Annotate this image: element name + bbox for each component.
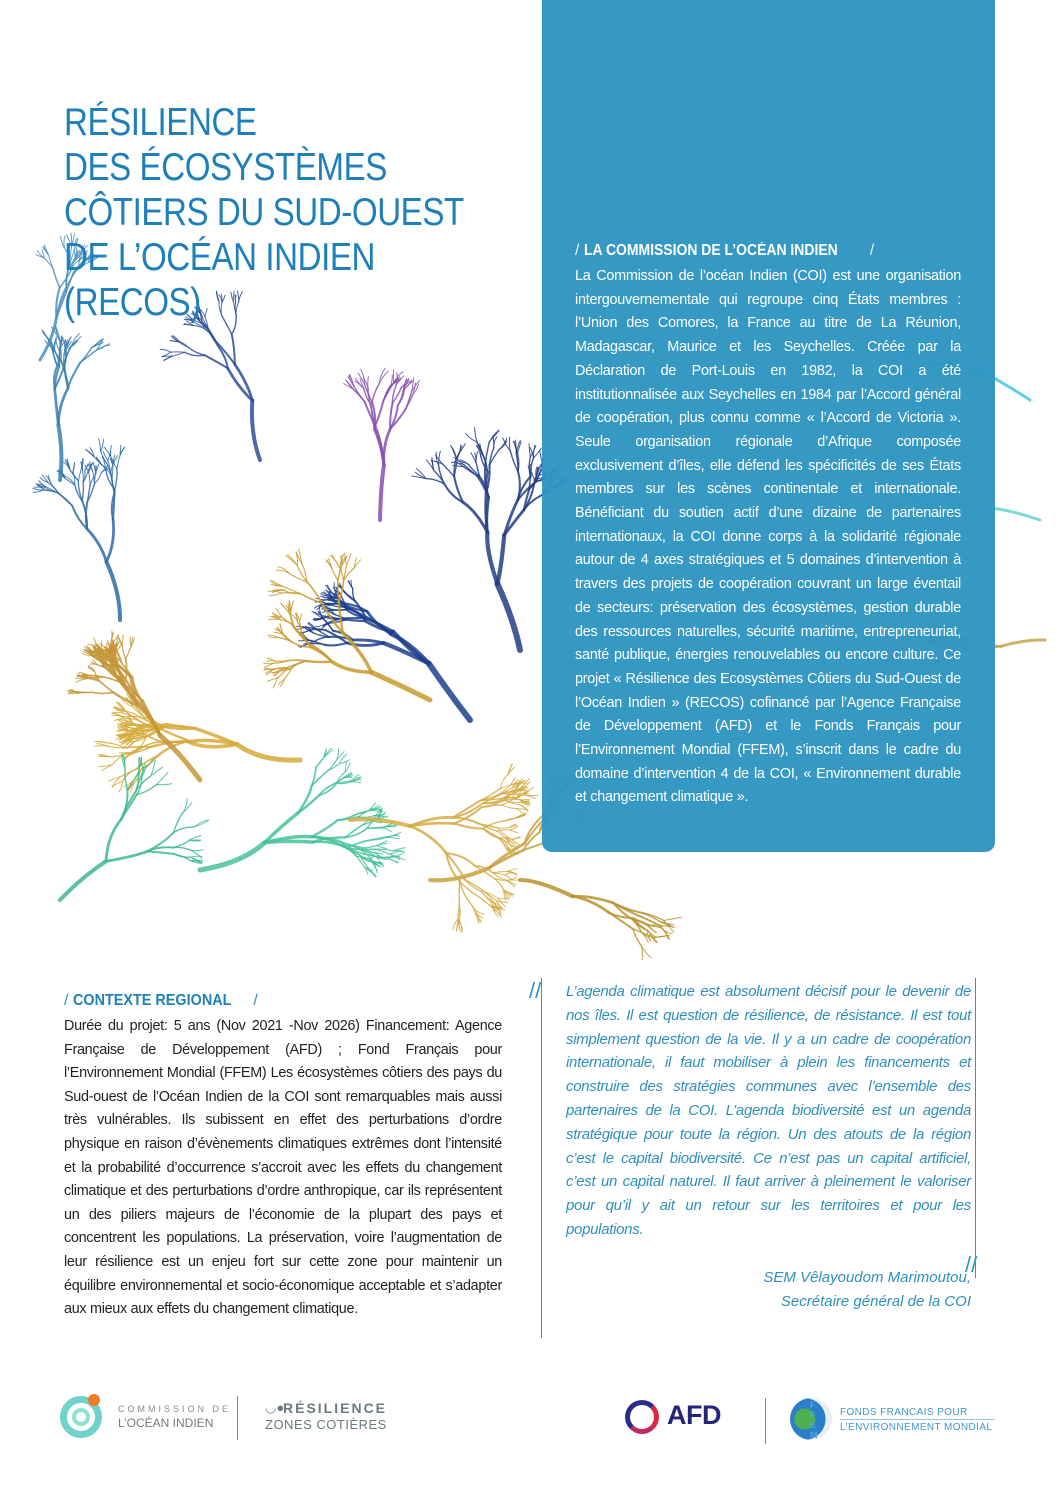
coral-branch — [110, 446, 111, 456]
coral-branch — [410, 826, 447, 853]
coral-branch — [300, 614, 302, 621]
quote-block — [529, 978, 978, 1338]
resilience-logo-text: ZONES COTIÈRES — [265, 1417, 387, 1432]
coral-branch — [174, 827, 195, 832]
coi-logo — [60, 1394, 232, 1442]
coi-logo-text: L’OCÉAN INDIEN — [118, 1416, 214, 1430]
coral-branch — [458, 444, 466, 457]
coral-branch — [498, 898, 508, 899]
title-line: RÉSILIENCE — [64, 101, 257, 144]
resilience-logo-text: RÉSILIENCE — [283, 1400, 388, 1416]
coral-branch — [48, 255, 53, 269]
contexte-heading — [64, 991, 502, 1011]
coral-branch — [468, 900, 475, 913]
coral-branch — [93, 464, 95, 472]
coral-branch — [503, 818, 516, 821]
ffem-logo-text: L’ENVIRONNEMENT MONDIAL — [840, 1422, 993, 1433]
coral-branch — [497, 827, 509, 828]
coral-branch — [273, 678, 277, 688]
coral-branch — [532, 472, 535, 479]
coral-branch — [372, 383, 379, 402]
heading-slash: / — [248, 992, 258, 1009]
heading-slash: / — [575, 242, 584, 259]
afd-ring-icon — [625, 1400, 659, 1434]
coral-branch — [406, 394, 413, 409]
coral-branch — [345, 554, 347, 565]
title-line: (RECOS) — [64, 281, 201, 324]
title-line: DE L’OCÉAN INDIEN — [64, 236, 375, 279]
partner-logos — [0, 1390, 1058, 1450]
quote-rule-right — [975, 978, 976, 1278]
coral-branch — [290, 601, 293, 612]
coral-branch — [443, 464, 454, 476]
coral-branch — [82, 462, 83, 470]
coral-branch — [36, 255, 44, 258]
coral-branch — [494, 437, 497, 448]
afd-logo — [625, 1398, 745, 1442]
coral-branch — [287, 661, 306, 668]
quote-slash-icon: // — [965, 1252, 978, 1277]
heading-slash: / — [64, 992, 73, 1009]
coral-branch — [174, 847, 192, 850]
coi-dot-icon — [88, 1394, 100, 1406]
quote-slash-icon: // — [529, 978, 542, 1003]
coral-branch — [347, 620, 365, 621]
coral-branch — [387, 837, 399, 838]
coral-branch — [58, 493, 72, 506]
resilience-logo — [265, 1400, 405, 1440]
coral-branch — [68, 691, 79, 692]
coral-branch — [310, 647, 332, 662]
coral-branch — [484, 829, 500, 839]
coral-branch — [664, 917, 681, 920]
coral-branch — [509, 437, 510, 451]
coral-branch — [518, 471, 520, 500]
coral-branch — [347, 554, 351, 565]
title-line: DES ÉCOSYSTÈMES — [64, 146, 387, 189]
coral-branch — [156, 772, 168, 784]
coral-branch — [1001, 640, 1046, 646]
coral-branch — [529, 444, 530, 457]
coral-branch — [112, 712, 123, 713]
coral-branch — [112, 476, 114, 493]
coral-branch — [99, 439, 101, 452]
quote-author: SEM Vêlayoudom Marimoutou, — [763, 1269, 971, 1286]
coral-branch — [497, 584, 520, 650]
coral-branch — [156, 784, 171, 785]
logo-divider — [237, 1396, 238, 1440]
coral-branch — [486, 442, 490, 462]
ffem-letters: F F E M — [810, 1400, 818, 1440]
ffem-divider — [840, 1419, 995, 1420]
coral-branch — [68, 363, 80, 389]
coral-branch — [200, 843, 265, 870]
coral-branch — [179, 342, 189, 348]
page-title — [64, 100, 464, 325]
coral-branch — [115, 714, 124, 719]
ffem-logo-text: FONDS FRANCAIS POUR — [840, 1407, 968, 1418]
coral-branch — [992, 508, 1041, 520]
coral-branch — [106, 520, 113, 562]
coral-branch — [172, 352, 185, 356]
wave-person-icon: ◡● — [265, 1400, 285, 1415]
coral-branch — [429, 663, 470, 720]
coral-branch — [237, 744, 300, 760]
coral-branch — [453, 800, 481, 817]
coral-branch — [100, 681, 113, 692]
coral-branch — [497, 901, 509, 903]
contexte-section — [64, 991, 502, 1322]
coral-branch — [486, 493, 488, 533]
coral-branch — [380, 465, 384, 520]
heading-slash: / — [865, 242, 875, 259]
coral-branch — [68, 693, 78, 694]
coral-branch — [147, 851, 174, 854]
quote-text: L’agenda climatique est absolument décisif pour le devenir de nos îles. Il est question de résilience, de résistance. Il est tout simplement question de la vie. Il y a un cadre de coopération internationale, il faut mobiliser à plein les financements et construire des stratégies communes avec l’ensemble des partenaires de la COI. L’agenda biodiversité est un agenda stratégique pour toute la région. Un des atouts de la région c’est le capital biodiversité. Ce n’est pas un capital artificiel, c’est un capital naturel. Il faut arriver à pleinement le valoriser pour qu’il y ait un retour sur les territoires et pour les populations. — [566, 983, 971, 1238]
coral-branch — [377, 846, 387, 849]
coral-branch — [122, 635, 123, 645]
coral-branch — [316, 758, 324, 768]
coral-branch — [106, 819, 121, 861]
quote-attribution — [763, 1266, 971, 1314]
coral-branch — [354, 387, 364, 402]
coral-branch — [93, 471, 95, 484]
quote-rule-left — [541, 978, 542, 1338]
coral-branch — [485, 462, 486, 493]
coral-branch — [389, 851, 401, 854]
coral-branch — [265, 668, 274, 669]
coral-branch — [504, 500, 518, 535]
coral-branch — [282, 604, 289, 612]
coral-branch — [92, 692, 113, 693]
coral-branch — [89, 473, 90, 485]
quote-role: Secrétaire général de la COI — [780, 1293, 971, 1310]
heading-text: LA COMMISSION DE L’OCÉAN INDIEN — [583, 242, 838, 259]
coral-branch — [460, 881, 468, 900]
commission-heading — [575, 241, 961, 261]
coral-branch — [493, 871, 507, 872]
coral-branch — [126, 646, 132, 658]
coral-branch — [78, 467, 81, 480]
title-line: CÔTIERS DU SUD-OUEST — [64, 191, 464, 234]
coral-branch — [269, 593, 281, 596]
coral-branch — [465, 880, 482, 892]
coral-branch — [353, 640, 384, 643]
coral-branch — [515, 783, 527, 784]
coral-branch — [82, 482, 83, 501]
coral-branch — [324, 643, 347, 645]
coral-branch — [264, 663, 274, 664]
coral-branch — [383, 386, 390, 401]
coral-branch — [44, 258, 53, 269]
coral-branch — [510, 830, 518, 833]
coral-branch — [112, 781, 123, 786]
coral-branch — [343, 633, 371, 673]
commission-body: La Commission de l’océan Indien (COI) est une organisation intergouvernementale qui regroupe cinq États membres : l’Union des Comores, la France au titre de La Réunion, Madagascar, Maurice et les Seychelles. Créée par la Déclaration de Port-Louis en 1982, la COI a été institutionnalisée aux Seychelles en 1984 par l’Accord général de coopération, plus connu comme « l’Accord de Victoria ». Seule organisation régionale d’Afrique composée exclusivement d’îles, elle défend les spécificités de ses États membres sur les scènes continentale et internationale. Bénéficiant du soutien actif d’une dizaine de partenaires internationaux, la COI donne corps à la solidarité régionale autour de 4 axes stratégiques et 5 domaines d’intervention à travers des projets de coopération couvrant un large éventail de secteurs: préservation des écosystèmes, gestion durable des ressources naturelles, sécurité maritime, entrepreneuriat, santé publique, énergies renouvelables ou encore culture. Ce projet « Résilience des Ecosystèmes Côtiers du Sud-Ouest de l’Océan Indien » (RECOS) cofinancé par l’Agence Française de Développement (AFD) et le Fonds Français pour l’Environnement Mondial (FFEM), s’inscrit dans le cadre du domaine d’intervention 4 de la COI, « Environnement durable et changement climatique ». — [575, 268, 961, 806]
coral-branch — [174, 840, 190, 847]
coral-branch — [475, 428, 477, 443]
coral-branch — [96, 742, 107, 743]
contexte-body: Durée du projet: 5 ans (Nov 2021 -Nov 2026) Financement: Agence Française de Développement (AFD) ; Fond Français pour l’Environnement Mondial (FFEM) Les écosystèmes côtiers des pays du Sud-ouest de l’Océan Indien de la COI sont remarquables mais aussi très vulnérables. Ils subissent en effet des perturbations d’ordre physique en raison d’évènements climatiques extrêmes dont l’intensité et la probabilité d’occurrence s’accroit avec les effets du changement climatique et des perturbations d’ordre anthropique, car ils représentent un des piliers majeurs de l’économie de la plupart des pays et concentrent les populations. La préservation, voire l’augmentation de leur résilience est un enjeu fort sur cette zone pour maintenir un équilibre environnemental et socio-économique acceptable et s’adapter aux mieux aux effets du changement climatique. — [64, 1018, 502, 1318]
coral-branch — [478, 896, 491, 906]
coral-branch — [194, 820, 208, 827]
coral-branch — [183, 803, 192, 813]
coral-branch — [286, 556, 297, 565]
coral-branch — [314, 637, 329, 642]
coral-branch — [58, 388, 68, 425]
coral-branch — [60, 861, 106, 900]
coral-branch — [524, 795, 538, 796]
coral-branch — [160, 349, 171, 352]
coral-branch — [106, 851, 147, 861]
coral-branch — [252, 401, 260, 461]
coral-branch — [189, 836, 201, 841]
coi-inner-circle-icon — [72, 1408, 90, 1426]
coral-branch — [476, 451, 478, 462]
afd-logo-text: AFD — [667, 1400, 721, 1430]
coral-branch — [497, 535, 504, 584]
logo-divider — [765, 1398, 766, 1444]
coral-branch — [332, 568, 338, 580]
coral-branch — [390, 409, 406, 429]
coral-branch — [456, 446, 462, 458]
coral-branch — [362, 846, 377, 848]
coral-branch — [87, 529, 106, 562]
coral-branch — [191, 850, 203, 851]
coral-branch — [520, 805, 528, 812]
coral-branch — [347, 848, 373, 849]
coral-branch — [53, 269, 60, 288]
coral-branch — [122, 645, 125, 658]
coral-branch — [267, 661, 275, 662]
coral-branch — [287, 660, 306, 661]
coral-branch — [306, 661, 332, 662]
coral-branch — [642, 947, 651, 958]
coral-branch — [101, 439, 104, 451]
coral-branch — [487, 533, 497, 584]
coral-branch — [520, 880, 573, 896]
heading-text: CONTEXTE REGIONAL — [72, 992, 232, 1009]
coral-branch — [83, 471, 84, 483]
coral-branch — [40, 478, 48, 483]
coral-branch — [330, 555, 338, 564]
coral-branch — [388, 858, 398, 863]
coral-branch — [147, 847, 173, 851]
coral-branch — [502, 805, 516, 808]
coral-branch — [371, 672, 430, 700]
ffem-logo — [790, 1398, 1005, 1444]
coral-branch — [194, 821, 209, 828]
coral-branch — [106, 562, 120, 620]
commission-section — [575, 241, 961, 810]
coral-branch — [122, 725, 133, 726]
coral-branch — [115, 469, 117, 489]
coral-branch — [383, 828, 392, 832]
coral-branch — [265, 841, 313, 842]
coral-branch — [55, 389, 59, 425]
coral-branch — [463, 502, 488, 533]
coi-logo-text: COMMISSION DE — [118, 1404, 232, 1414]
coral-branch — [369, 868, 376, 877]
coral-branch — [312, 820, 338, 837]
coral-branch — [78, 692, 92, 693]
coral-branch — [375, 401, 383, 426]
coral-branch — [117, 456, 120, 470]
